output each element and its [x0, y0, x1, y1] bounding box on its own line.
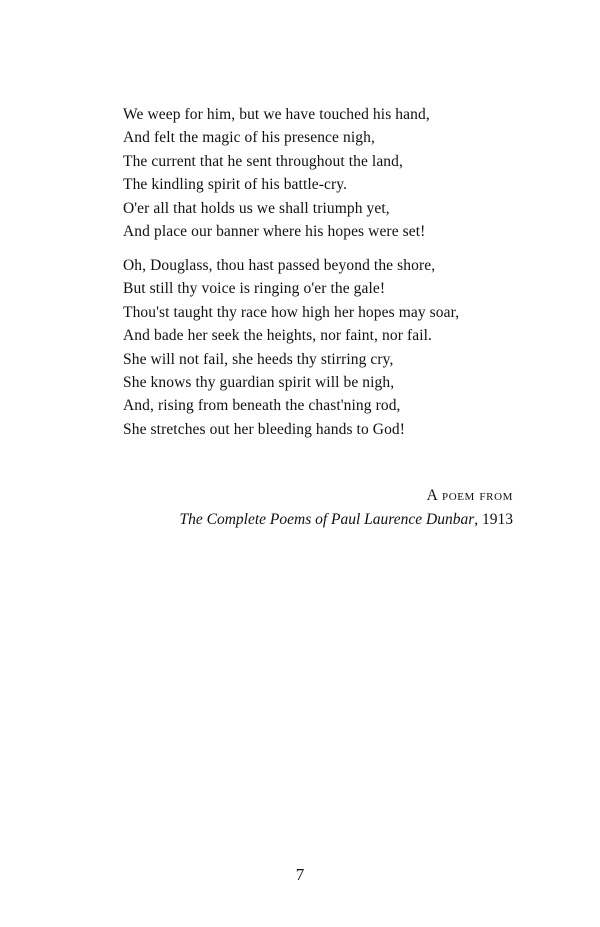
publication-year: , 1913 — [474, 511, 513, 528]
poem-line: And, rising from beneath the chast'ning rod, — [123, 397, 401, 415]
attribution-label: A poem from — [426, 487, 513, 504]
poem-line: And place our banner where his hopes were set! — [123, 223, 426, 241]
attribution — [180, 484, 514, 532]
poem-line: She knows thy guardian spirit will be nigh, — [123, 374, 395, 392]
poem-line: Thou'st taught thy race how high her hopes may soar, — [123, 303, 460, 321]
poem-line: The kindling spirit of his battle-cry. — [123, 176, 348, 194]
poem-stanza-2 — [123, 254, 459, 441]
book-title: The Complete Poems of Paul Laurence Dunbar — [179, 511, 475, 528]
poem-line: Oh, Douglass, thou hast passed beyond the shore, — [123, 257, 436, 274]
poem-line: She stretches out her bleeding hands to God! — [123, 420, 406, 438]
poem-line: The current that he sent throughout the land, — [123, 152, 403, 170]
poem-line: She will not fail, she heeds thy stirring cry, — [123, 350, 394, 368]
poem-stanza-1 — [123, 103, 430, 243]
page-number: 7 — [295, 865, 305, 884]
poem-line: And bade her seek the heights, nor faint, nor fail. — [123, 327, 432, 345]
poem-line: O'er all that holds us we shall triumph yet, — [123, 199, 390, 217]
poem-line: But still thy voice is ringing o'er the gale! — [123, 280, 386, 298]
poem-line: We weep for him, but we have touched his hand, — [123, 106, 430, 123]
poem-line: And felt the magic of his presence nigh, — [123, 129, 375, 147]
attribution-source — [180, 508, 514, 532]
